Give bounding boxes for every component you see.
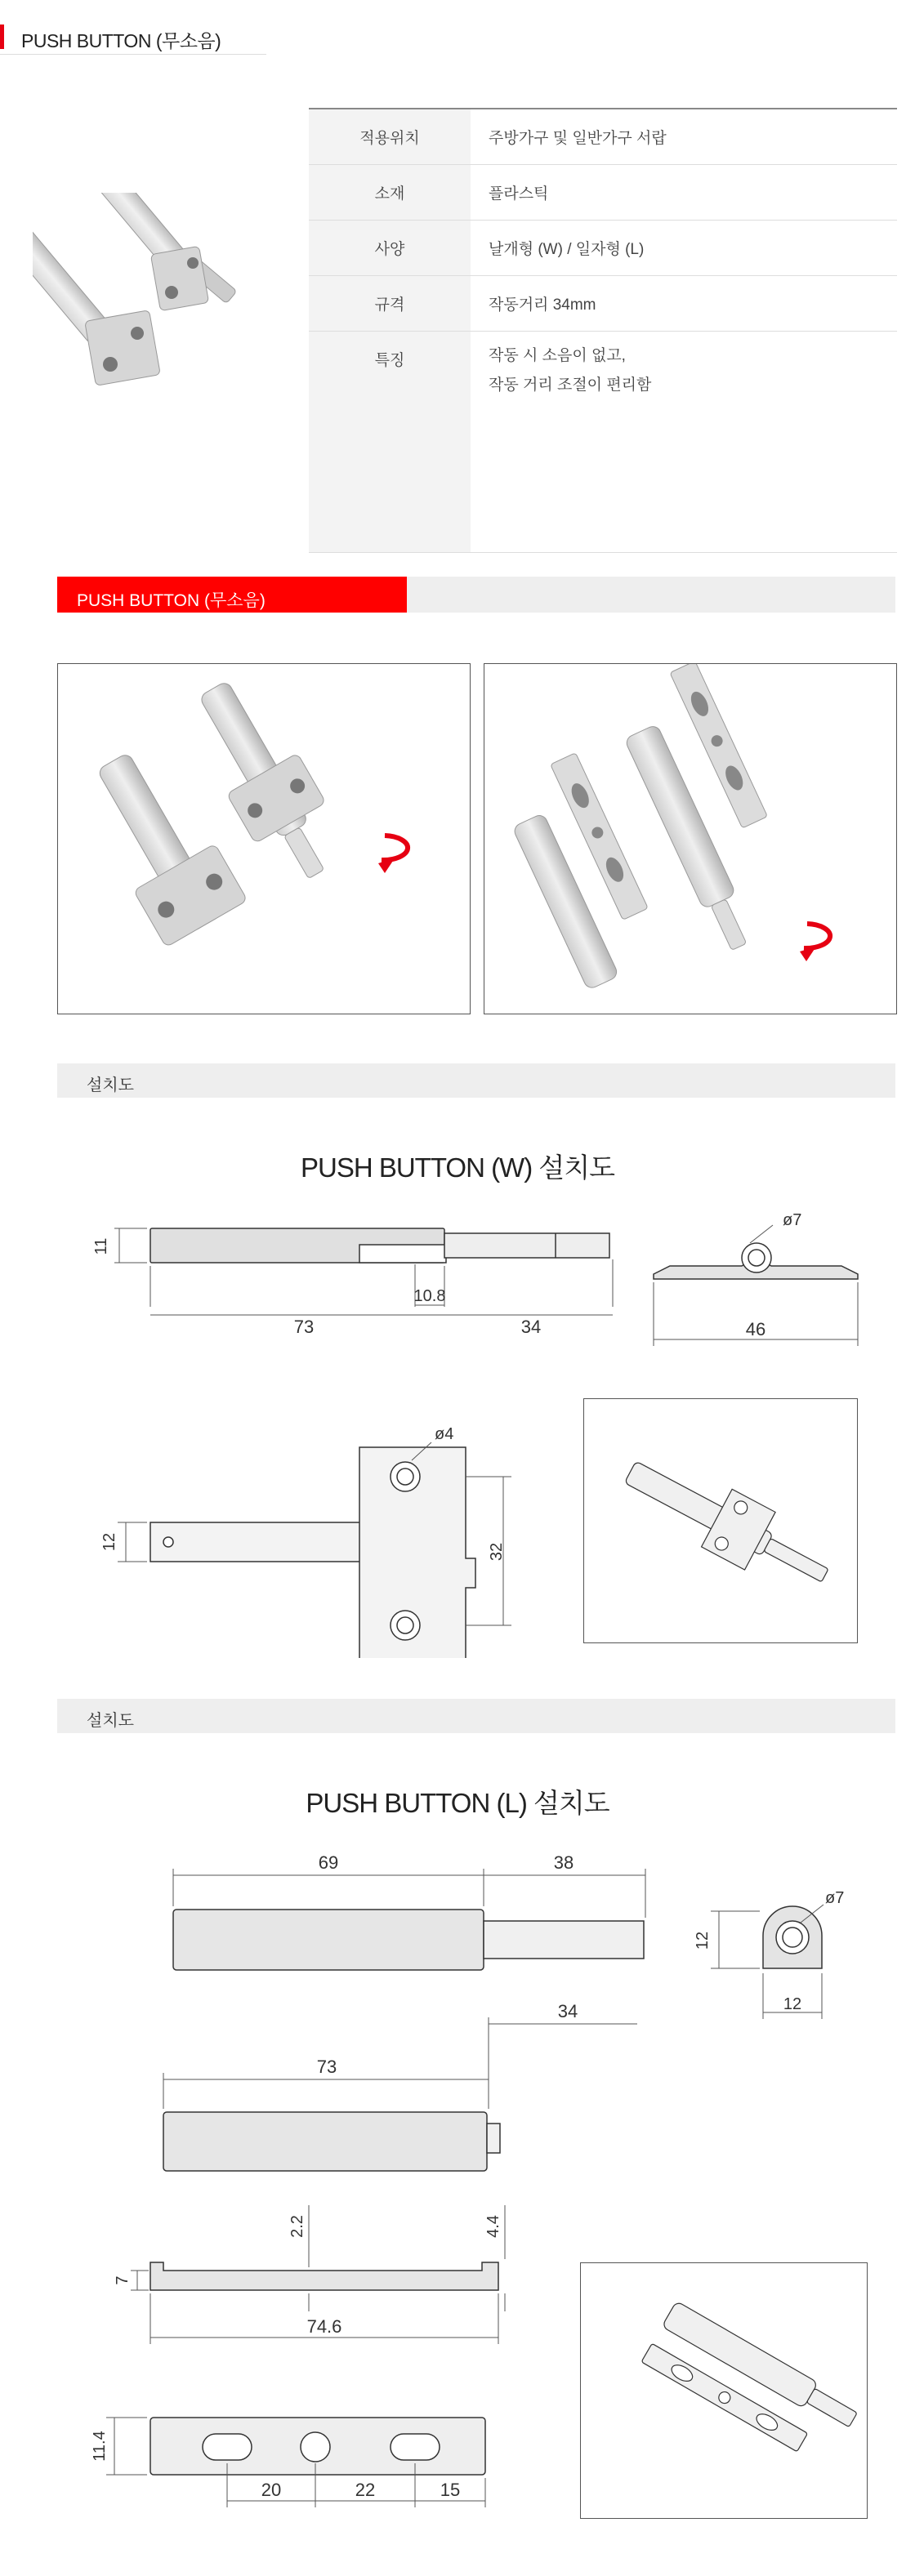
spec-value-multiline <box>471 332 897 553</box>
dim-label: 73 <box>316 2057 337 2077</box>
spec-row <box>309 165 897 221</box>
title-accent-bar <box>0 25 4 49</box>
spec-row <box>309 332 897 553</box>
install-label: 설치도 <box>87 1712 134 1730</box>
photo-frame-l <box>484 663 897 1014</box>
spec-row <box>309 109 897 165</box>
diagram-l-plate <box>82 2393 523 2532</box>
dim-label: 4.4 <box>484 2215 502 2238</box>
dim-label: 12 <box>694 1931 712 1950</box>
dim-label: 11 <box>92 1237 110 1255</box>
diagram-l-side-2 <box>147 1993 637 2189</box>
diagram-l-side <box>163 1852 670 1991</box>
dim-label: 12 <box>100 1532 118 1552</box>
install-label-bar <box>57 1699 895 1733</box>
diagram-w-side <box>82 1209 637 1356</box>
spec-value: 주방가구 및 일반가구 서랍 <box>471 109 897 165</box>
diagram-l-3d <box>581 2263 867 2518</box>
spec-key: 사양 <box>309 221 471 276</box>
diagram-w-end <box>645 1201 866 1364</box>
install-label: 설치도 <box>87 1076 134 1094</box>
dim-label: 34 <box>520 1317 542 1337</box>
dim-label: 10.8 <box>413 1287 446 1305</box>
dim-label: 22 <box>355 2480 376 2500</box>
spec-row <box>309 221 897 276</box>
dim-label: 32 <box>488 1542 506 1562</box>
diagram-l-end <box>678 1879 874 2034</box>
spec-value: 플라스틱 <box>471 165 897 221</box>
dim-label: 2.2 <box>288 2215 306 2238</box>
dim-label: 15 <box>440 2480 461 2500</box>
dim-label: 12 <box>783 1995 802 2013</box>
product-photo-l <box>484 664 896 1014</box>
dim-label: 46 <box>745 1319 766 1339</box>
dim-label: 38 <box>553 1852 574 1873</box>
diagram-l-clip <box>98 2189 539 2369</box>
dim-label: 34 <box>557 2001 578 2021</box>
dim-label: 11.4 <box>91 2431 109 2462</box>
dim-label: 73 <box>293 1317 315 1337</box>
dim-label: 20 <box>261 2480 282 2500</box>
diagram-w-3d <box>584 1399 857 1642</box>
photo-frame-w <box>57 663 471 1014</box>
diagram-w-3d-frame <box>583 1398 858 1643</box>
spec-value: 작동 거리 조절이 편리함 <box>489 377 652 394</box>
product-photo-top <box>33 193 286 421</box>
dim-label: ø7 <box>825 1889 845 1907</box>
product-photo-w <box>58 664 470 1014</box>
dim-label: 7 <box>114 2275 132 2285</box>
dim-label: 69 <box>318 1852 339 1873</box>
spec-table <box>309 108 897 553</box>
spec-row <box>309 276 897 332</box>
spec-key: 적용위치 <box>309 109 471 165</box>
page-title: PUSH BUTTON (무소음) <box>21 30 221 51</box>
install-label-bar <box>57 1063 895 1098</box>
diagram-l-3d-frame <box>580 2262 868 2519</box>
spec-value: 날개형 (W) / 일자형 (L) <box>471 221 897 276</box>
dim-label: 74.6 <box>306 2316 342 2337</box>
diagram-w-top <box>82 1388 556 1658</box>
section-banner: PUSH BUTTON (무소음) <box>57 577 407 613</box>
spec-value: 작동거리 34mm <box>471 276 897 332</box>
spec-key: 규격 <box>309 276 471 332</box>
spec-key: 특징 <box>309 332 471 553</box>
diagram-l-title: PUSH BUTTON (L) 설치도 <box>306 1788 609 1818</box>
spec-key: 소재 <box>309 165 471 221</box>
dim-label: ø7 <box>783 1211 802 1229</box>
diagram-w-title: PUSH BUTTON (W) 설치도 <box>300 1152 614 1183</box>
spec-value: 작동 시 소음이 없고, <box>489 347 626 364</box>
dim-label: ø4 <box>435 1425 454 1443</box>
